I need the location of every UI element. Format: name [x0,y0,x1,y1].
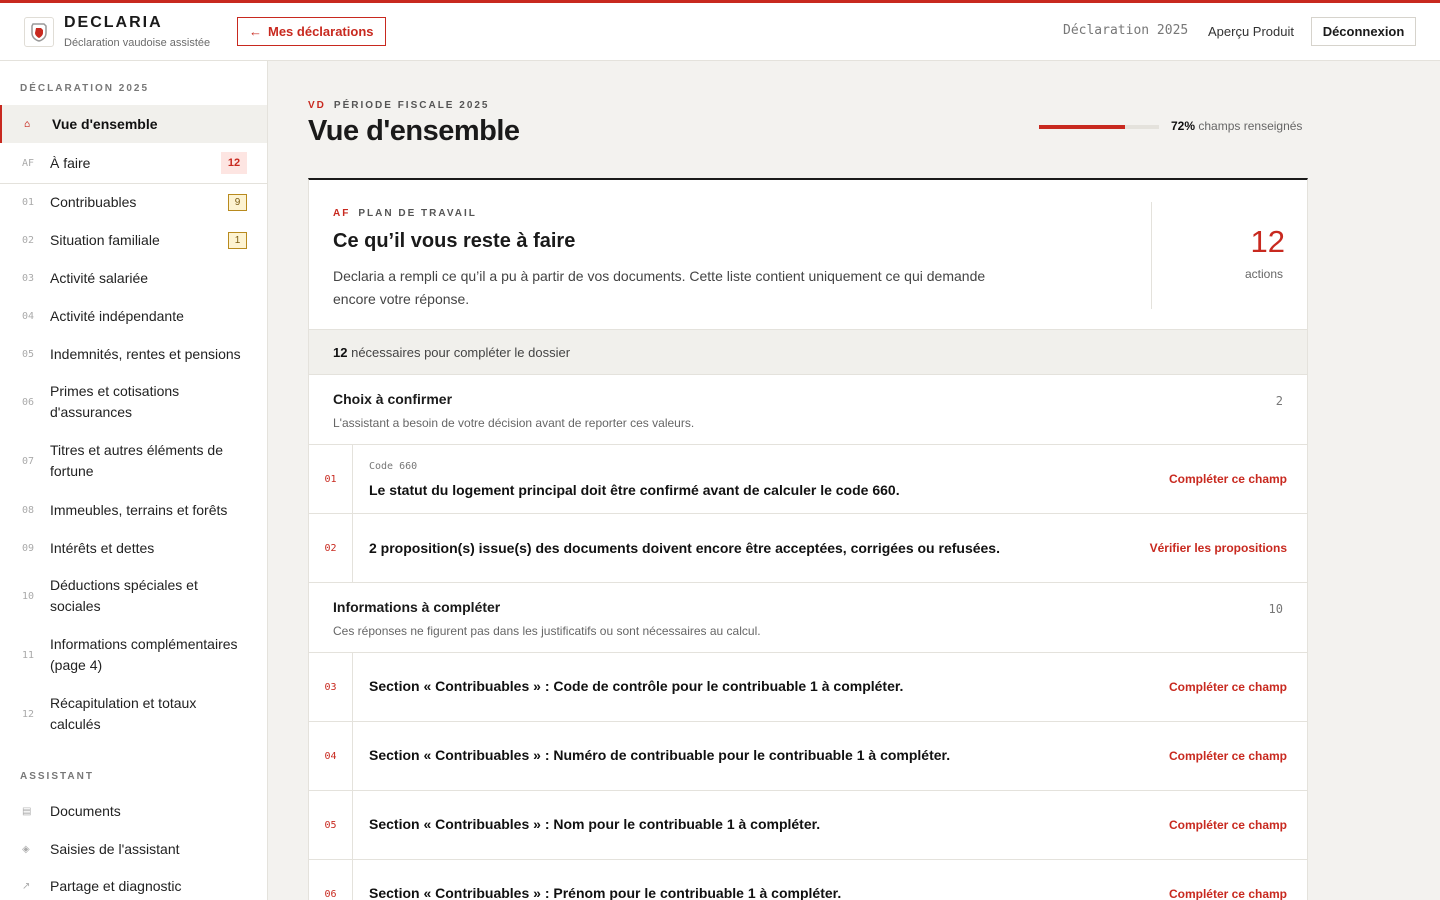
sidebar-item-label: Informations complémentaires (page 4) [50,636,238,673]
group-title: Informations à compléter [333,599,501,615]
completion-progress-text [1171,119,1302,133]
sidebar-item-number: 07 [22,455,35,467]
sidebar-heading: DÉCLARATION 2025 [20,83,150,94]
sidebar-item-indemnites[interactable] [0,335,267,373]
task-row [309,860,1307,900]
my-declarations-button[interactable] [237,17,386,46]
sidebar-item-number: 03 [22,272,35,284]
work-plan-code: AF [333,208,351,219]
complete-field-link[interactable]: Compléter ce champ [1168,749,1287,763]
sidebar-item-label: Déductions spéciales et sociales [50,577,198,614]
group-header-informations [309,583,1307,653]
completion-progress-bar [1039,125,1159,129]
sidebar-item-activite-salariee[interactable] [0,259,267,297]
home-icon: ⌂ [24,118,31,130]
group-count: 2 [1275,394,1283,408]
sidebar-item-recapitulation[interactable] [0,685,267,743]
sidebar-item-saisies[interactable] [0,830,267,868]
task-row [309,722,1307,791]
summary-bar [309,329,1307,375]
complete-field-link[interactable]: Compléter ce champ [1168,680,1287,694]
fiscal-period [308,100,490,111]
task-number: 06 [309,860,353,900]
sidebar-item-label: Primes et cotisations d'assurances [50,383,180,420]
sidebar-item-number: 02 [22,234,35,246]
divider [1151,202,1152,309]
completion-label: champs renseignés [1198,119,1303,133]
task-row [309,653,1307,722]
actions-count: 12 [1250,224,1285,259]
task-number: 04 [309,722,353,790]
assistant-icon: ◈ [22,843,30,855]
work-plan-description: Declaria a rempli ce qu’il a pu à partir de vos documents. Cette liste contient uniquement ce qui demande encore votre réponse. [333,268,986,307]
fiscal-period-label: PÉRIODE FISCALE 2025 [333,100,490,111]
sidebar-item-label: Contribuables [50,193,137,210]
complete-field-link[interactable]: Compléter ce champ [1168,818,1287,832]
assistant-heading: ASSISTANT [20,771,94,782]
sidebar-item-titres[interactable] [0,431,267,491]
brand-name: DECLARIA [64,14,163,31]
work-plan-tag-label: PLAN DE TRAVAIL [358,208,477,219]
my-declarations-label: Mes déclarations [268,24,374,39]
sidebar-item-label: Immeubles, terrains et forêts [50,501,228,518]
sidebar-item-label: Partage et diagnostic [50,877,182,894]
work-plan-card [308,178,1308,900]
sidebar-item-documents[interactable] [0,792,267,830]
sidebar-item-informations[interactable] [0,625,267,685]
sidebar-item-label: Récapitulation et totaux calculés [50,695,197,732]
arrow-left-icon: ← [249,24,262,39]
count-badge: 1 [228,232,247,249]
sidebar-item-code: AF [22,157,35,169]
sidebar-item-todo[interactable] [0,143,267,183]
task-title: Section « Contribuables » : Prénom pour le contribuable 1 à compléter. [369,885,842,900]
task-row [309,791,1307,860]
task-number: 05 [309,791,353,859]
actions-count-label: actions [1244,267,1283,281]
sidebar-item-immeubles[interactable] [0,491,267,529]
group-title: Choix à confirmer [333,391,453,407]
sidebar-item-label: Titres et autres éléments de fortune [50,442,224,479]
task-title: Section « Contribuables » : Nom pour le contribuable 1 à compléter. [369,816,821,832]
sidebar-item-number: 12 [22,708,35,720]
task-title: 2 proposition(s) issue(s) des documents doivent encore être acceptées, corrigées ou refusées. [369,540,1000,556]
completion-percent: 72% [1171,119,1196,133]
sidebar-item-label: Activité indépendante [50,307,184,324]
sidebar-item-primes[interactable] [0,373,267,431]
complete-field-link[interactable]: Compléter ce champ [1168,472,1287,486]
group-count: 10 [1268,602,1283,616]
task-code: Code 660 [369,461,418,472]
task-row [309,445,1307,514]
verify-proposals-link[interactable]: Vérifier les propositions [1149,541,1287,555]
work-plan-tag [333,208,477,219]
declaration-year-label: Déclaration 2025 [1063,23,1189,38]
work-plan-title: Ce qu’il vous reste à faire [333,230,576,252]
logout-button[interactable]: Déconnexion [1311,17,1416,46]
top-header [0,3,1440,61]
count-badge: 9 [228,194,247,211]
sidebar-item-number: 10 [22,590,35,602]
shield-logo-icon [30,22,48,42]
sidebar-item-label: Documents [50,802,121,819]
summary-count: 12 [333,345,348,360]
documents-icon: ▤ [22,805,32,817]
page-title: Vue d'ensemble [308,115,520,147]
group-header-choices [309,375,1307,445]
todo-count-badge: 12 [221,152,247,174]
summary-label: nécessaires pour compléter le dossier [351,345,571,360]
sidebar-item-partage[interactable] [0,867,267,900]
sidebar-item-label: Saisies de l'assistant [50,840,180,857]
sidebar-item-number: 01 [22,196,35,208]
sidebar-item-label: Vue d'ensemble [52,115,158,132]
logo[interactable] [24,17,54,47]
sidebar-item-number: 08 [22,504,35,516]
sidebar-item-number: 05 [22,348,35,360]
group-description: Ces réponses ne figurent pas dans les justificatifs ou sont nécessaires au calcul. [333,624,761,638]
sidebar-item-number: 09 [22,542,35,554]
task-title: Section « Contribuables » : Code de contrôle pour le contribuable 1 à compléter. [369,678,904,694]
task-title: Le statut du logement principal doit être confirmé avant de calculer le code 660. [369,482,900,498]
group-description: L'assistant a besoin de votre décision avant de reporter ces valeurs. [333,416,695,430]
sidebar-item-overview[interactable] [0,105,267,143]
task-number: 02 [309,514,353,582]
complete-field-link[interactable]: Compléter ce champ [1168,887,1287,900]
summary-text [333,345,570,360]
sidebar-item-number: 06 [22,396,35,408]
sidebar [0,61,268,900]
sidebar-item-label: Activité salariée [50,269,149,286]
sidebar-item-number: 04 [22,310,35,322]
share-icon: ↗ [22,880,31,892]
task-title: Section « Contribuables » : Numéro de contribuable pour le contribuable 1 à compléter. [369,747,951,763]
task-row [309,514,1307,583]
completion-progress-fill [1039,125,1125,129]
brand-tagline: Déclaration vaudoise assistée [64,37,211,49]
sidebar-item-activite-independante[interactable] [0,297,267,335]
task-number: 03 [309,653,353,721]
task-number: 01 [309,445,353,513]
canton-code: VD [308,100,326,111]
sidebar-item-label: Indemnités, rentes et pensions [50,345,241,362]
sidebar-item-situation-familiale[interactable] [0,221,267,259]
product-preview-link[interactable]: Aperçu Produit [1208,24,1294,39]
sidebar-item-interets[interactable] [0,529,267,567]
sidebar-item-contribuables[interactable] [0,183,267,221]
sidebar-item-deductions[interactable] [0,567,267,625]
sidebar-item-number: 11 [22,649,35,661]
sidebar-item-label: Intérêts et dettes [50,539,155,556]
sidebar-item-label: À faire [50,154,91,171]
sidebar-item-label: Situation familiale [50,231,160,248]
